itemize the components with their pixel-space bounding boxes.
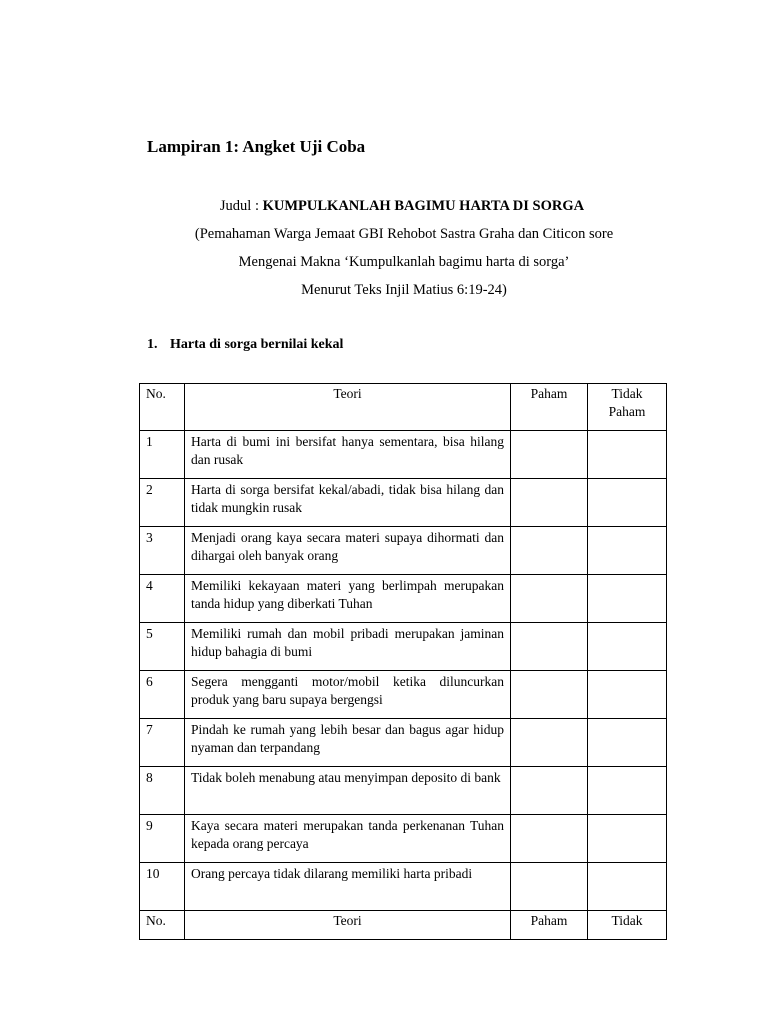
footer-tidak: Tidak — [588, 911, 667, 940]
row-number: 3 — [140, 527, 185, 575]
page-heading: Lampiran 1: Angket Uji Coba — [147, 137, 366, 156]
row-statement: Tidak boleh menabung atau menyimpan deposito di bank — [185, 767, 511, 815]
tidak-paham-cell[interactable] — [588, 767, 667, 815]
paham-cell[interactable] — [511, 623, 588, 671]
row-statement: Orang percaya tidak dilarang memiliki harta pribadi — [185, 863, 511, 911]
paham-cell[interactable] — [511, 527, 588, 575]
table-row — [140, 815, 667, 863]
footer-no: No. — [140, 911, 185, 940]
tidak-paham-cell[interactable] — [588, 815, 667, 863]
paham-cell[interactable] — [511, 863, 588, 911]
table-row — [140, 767, 667, 815]
paham-cell[interactable] — [511, 431, 588, 479]
footer-paham: Paham — [511, 911, 588, 940]
survey-table — [139, 383, 667, 940]
paham-cell[interactable] — [511, 815, 588, 863]
section-title-text: Harta di sorga bernilai kekal — [170, 337, 344, 352]
title-value: KUMPULKANLAH BAGIMU HARTA DI SORGA — [262, 198, 585, 214]
table-row — [140, 863, 667, 911]
tidak-paham-cell[interactable] — [588, 863, 667, 911]
row-number: 10 — [140, 863, 185, 911]
row-statement: Memiliki rumah dan mobil pribadi merupakan jaminan hidup bahagia di bumi — [185, 623, 511, 671]
header-paham: Paham — [511, 384, 588, 431]
paham-cell[interactable] — [511, 767, 588, 815]
row-number: 1 — [140, 431, 185, 479]
header-tidak-paham: Tidak Paham — [588, 384, 667, 431]
tidak-paham-cell[interactable] — [588, 719, 667, 767]
paham-cell[interactable] — [511, 479, 588, 527]
document-title — [18, 198, 768, 215]
footer-teori: Teori — [185, 911, 511, 940]
row-number: 9 — [140, 815, 185, 863]
table-row — [140, 527, 667, 575]
section-title — [147, 337, 343, 353]
table-row — [140, 623, 667, 671]
table-header-row — [140, 384, 667, 431]
subtitle-line: Mengenai Makna ‘Kumpulkanlah bagimu harta di sorga’ — [238, 254, 570, 270]
row-statement: Harta di sorga bersifat kekal/abadi, tidak bisa hilang dan tidak mungkin rusak — [185, 479, 511, 527]
paham-cell[interactable] — [511, 719, 588, 767]
row-number: 4 — [140, 575, 185, 623]
table-row — [140, 671, 667, 719]
row-number: 7 — [140, 719, 185, 767]
subtitle-line: (Pemahaman Warga Jemaat GBI Rehobot Sastra Graha dan Citicon sore — [194, 226, 614, 242]
row-number: 8 — [140, 767, 185, 815]
tidak-paham-cell[interactable] — [588, 479, 667, 527]
row-statement: Memiliki kekayaan materi yang berlimpah merupakan tanda hidup yang diberkati Tuhan — [185, 575, 511, 623]
row-statement: Menjadi orang kaya secara materi supaya dihormati dan dihargai oleh banyak orang — [185, 527, 511, 575]
table-row — [140, 575, 667, 623]
tidak-paham-cell[interactable] — [588, 431, 667, 479]
row-statement: Kaya secara materi merupakan tanda perkenanan Tuhan kepada orang percaya — [185, 815, 511, 863]
row-number: 6 — [140, 671, 185, 719]
tidak-paham-cell[interactable] — [588, 527, 667, 575]
table-row — [140, 719, 667, 767]
header-teori: Teori — [185, 384, 511, 431]
row-statement: Harta di bumi ini bersifat hanya sementara, bisa hilang dan rusak — [185, 431, 511, 479]
table-row — [140, 479, 667, 527]
paham-cell[interactable] — [511, 575, 588, 623]
tidak-paham-cell[interactable] — [588, 671, 667, 719]
tidak-paham-cell[interactable] — [588, 575, 667, 623]
paham-cell[interactable] — [511, 671, 588, 719]
subtitle-line: Menurut Teks Injil Matius 6:19-24) — [301, 282, 507, 298]
row-number: 5 — [140, 623, 185, 671]
row-number: 2 — [140, 479, 185, 527]
header-no: No. — [140, 384, 185, 431]
title-label: Judul : — [219, 198, 263, 214]
tidak-paham-cell[interactable] — [588, 623, 667, 671]
table-row — [140, 431, 667, 479]
table-footer-row — [140, 911, 667, 940]
row-statement: Pindah ke rumah yang lebih besar dan bagus agar hidup nyaman dan terpandang — [185, 719, 511, 767]
section-number: 1. — [147, 337, 158, 352]
row-statement: Segera mengganti motor/mobil ketika diluncurkan produk yang baru supaya bergengsi — [185, 671, 511, 719]
